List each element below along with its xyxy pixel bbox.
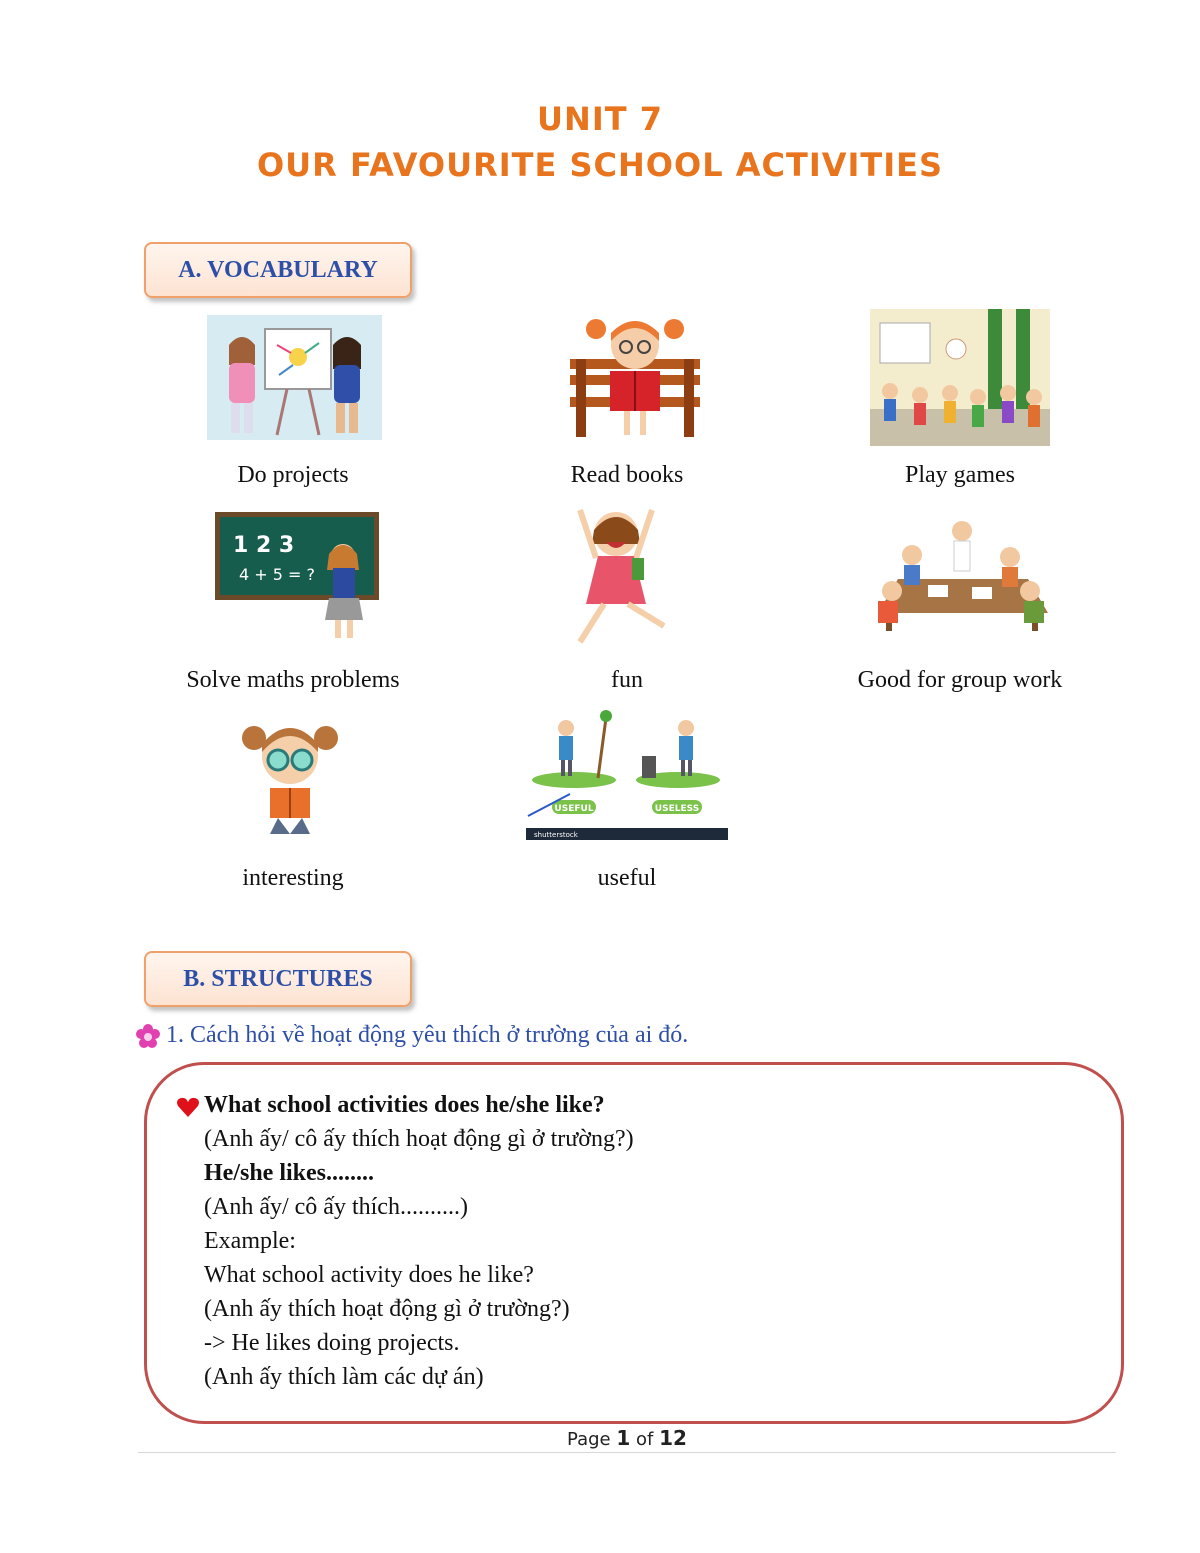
- footer-total-pages: 12: [659, 1426, 687, 1450]
- girl-reading-on-bench-image: [566, 315, 704, 440]
- footer-page-word: Page: [567, 1429, 611, 1450]
- vocab-label-read-books: Read books: [570, 462, 684, 488]
- structure-1-lines: [204, 1088, 634, 1394]
- vocab-label-play-games: Play games: [905, 462, 1015, 488]
- girl-with-glasses-reading-image: [240, 716, 340, 838]
- footer-divider: [138, 1452, 1116, 1453]
- example-answer: -> He likes doing projects.: [204, 1330, 460, 1356]
- chalkboard-row1-text: 1 2 3: [233, 533, 295, 558]
- structure-question: What school activities does he/she like?: [204, 1092, 605, 1118]
- section-b-heading: B. STRUCTURES: [144, 951, 412, 1007]
- example-label: Example:: [204, 1228, 296, 1254]
- teachers-presenting-project-image: [207, 315, 382, 440]
- students-at-group-table-image: [868, 517, 1054, 631]
- structure-1-heading-text: 1. Cách hỏi về hoạt động yêu thích ở trường của ai đó.: [166, 1022, 689, 1048]
- girl-at-chalkboard-image: [213, 510, 381, 642]
- vocab-label-interesting: interesting: [242, 865, 344, 891]
- chalkboard-row2-text: 4 + 5 = ?: [239, 565, 316, 584]
- heart-bullet-icon: [176, 1096, 200, 1118]
- unit-subtitle: OUR FAVOURITE SCHOOL ACTIVITIES: [256, 146, 944, 184]
- shutterstock-watermark: shutterstock: [534, 831, 578, 839]
- vocab-label-solve-maths-problems: Solve maths problems: [186, 667, 400, 693]
- footer-of-word: of: [636, 1429, 654, 1450]
- vocab-label-good-for-group-work: Good for group work: [857, 667, 1063, 693]
- flower-bullet-icon: [136, 1024, 160, 1048]
- vocab-label-useful: useful: [597, 865, 657, 891]
- example-question-translation: (Anh ấy thích hoạt động gì ở trường?): [204, 1296, 570, 1322]
- children-playing-in-classroom-image: [870, 309, 1050, 446]
- vocab-label-fun: fun: [611, 667, 643, 693]
- vocab-label-do-projects: Do projects: [237, 462, 349, 488]
- useful-useless-tree-image: [526, 706, 728, 846]
- structure-answer: He/she likes........: [204, 1160, 375, 1186]
- structure-question-translation: (Anh ấy/ cô ấy thích hoạt động gì ở trường?): [204, 1126, 634, 1152]
- girl-jumping-happily-image: [566, 500, 672, 648]
- page-footer: [0, 1426, 1200, 1450]
- useful-tag-text: USEFUL: [554, 804, 594, 814]
- useless-tag-text: USELESS: [654, 804, 700, 814]
- example-question: What school activity does he like?: [204, 1262, 534, 1288]
- structure-answer-translation: (Anh ấy/ cô ấy thích..........): [204, 1194, 468, 1220]
- example-answer-translation: (Anh ấy thích làm các dự án): [204, 1364, 484, 1390]
- footer-current-page: 1: [616, 1426, 631, 1450]
- section-a-heading: A. VOCABULARY: [144, 242, 412, 298]
- unit-title: UNIT 7: [537, 100, 663, 138]
- structure-1-heading: [136, 1022, 688, 1049]
